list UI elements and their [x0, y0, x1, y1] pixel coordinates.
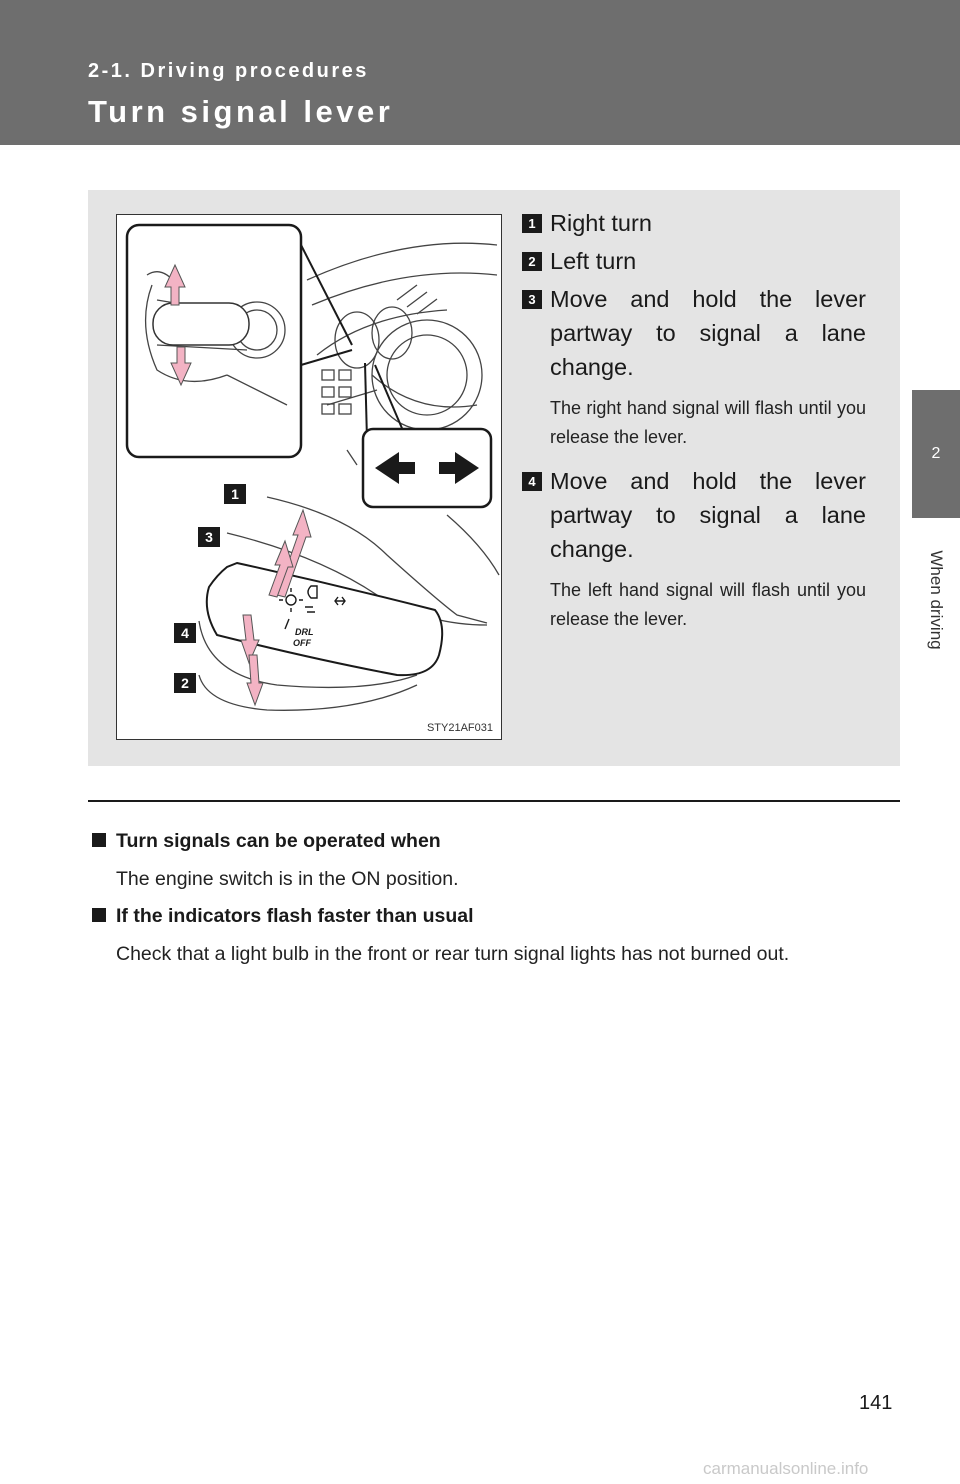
note-body: The engine switch is in the ON position.: [116, 868, 459, 890]
left-turn-arrow: [247, 655, 263, 705]
note-body: Check that a light bulb in the front or rear turn signal lights has not burned out.: [116, 943, 790, 965]
legend-text-right-lane-change: Move and hold the lever partway to signal a lane change.: [550, 286, 866, 380]
note-heading: If the indicators flash faster than usual: [88, 901, 891, 931]
lever-body: [207, 563, 442, 675]
callout-1-label: 1: [231, 486, 239, 502]
callout-4-label: 4: [181, 625, 189, 641]
lever-diagram: [117, 215, 501, 739]
section-divider: [88, 800, 900, 802]
section-label: 2-1. Driving procedures: [88, 60, 369, 82]
legend-note-left: The left hand signal will flash until you release the lever.: [550, 580, 866, 629]
legend-text-left-lane-change: Move and hold the lever partway to signal a lane change.: [550, 468, 866, 562]
callout-2-label: 2: [181, 675, 189, 691]
square-bullet-icon: [92, 908, 106, 922]
turn-signal-illustration: [116, 214, 502, 740]
chapter-number: 2: [931, 445, 941, 462]
note-heading: Turn signals can be operated when: [88, 826, 891, 856]
legend-item: [522, 464, 866, 566]
legend-number-4: 4: [522, 472, 542, 491]
legend-text-left-turn: Left turn: [550, 248, 637, 274]
legend-item: [522, 244, 866, 278]
callout-3-label: 3: [205, 529, 213, 545]
legend-note-right: The right hand signal will flash until you release the lever.: [550, 398, 866, 447]
dashboard-sketch: [307, 243, 499, 575]
legend-item: [522, 206, 866, 240]
page-header: [0, 0, 960, 145]
off-label: OFF: [293, 638, 311, 648]
legend-text-right-turn: Right turn: [550, 210, 652, 236]
figure-legend: [522, 206, 866, 634]
legend-item: [522, 282, 866, 384]
inset-lever: [153, 303, 249, 345]
drl-label: DRL: [295, 627, 314, 637]
chapter-tab[interactable]: [912, 390, 960, 518]
page-number: 141: [859, 1392, 893, 1414]
legend-number-1: 1: [522, 214, 542, 233]
figure-code: STY21AF031: [426, 722, 493, 734]
notes-section: [88, 826, 891, 976]
legend-number-3: 3: [522, 290, 542, 309]
callout-leaders: [301, 245, 407, 440]
legend-number-2: 2: [522, 252, 542, 271]
square-bullet-icon: [92, 833, 106, 847]
watermark: carmanualsonline.info: [703, 1459, 869, 1478]
page-title: Turn signal lever: [88, 94, 394, 129]
